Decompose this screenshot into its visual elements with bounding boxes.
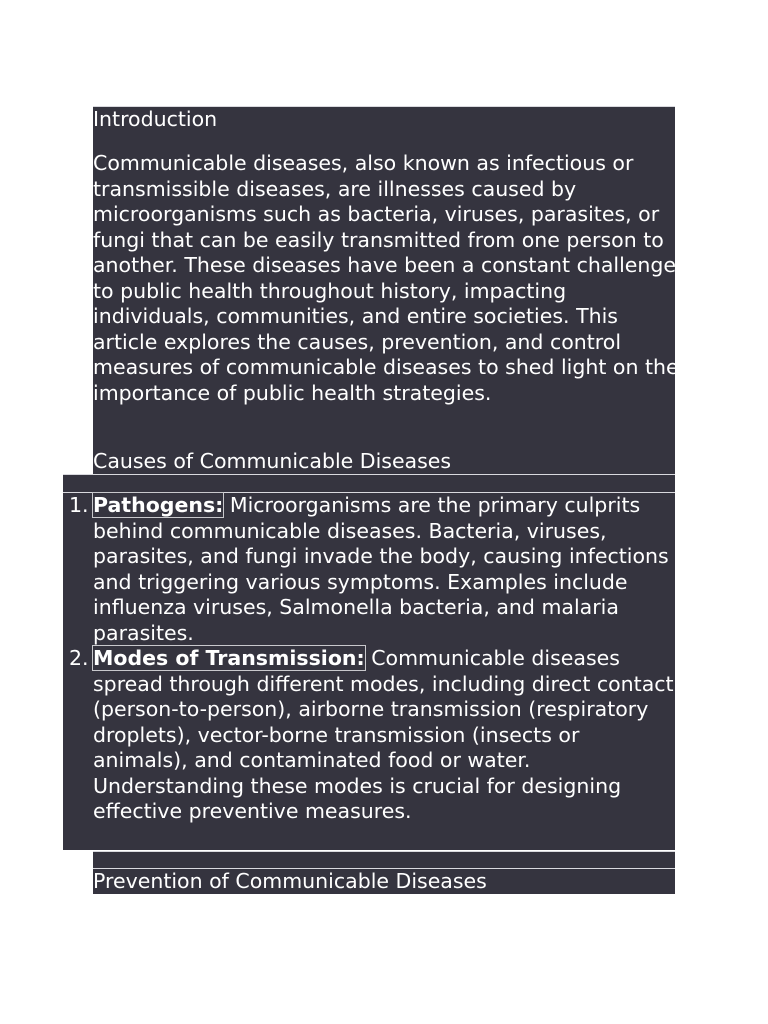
intro-paragraph: Communicable diseases, also known as infectious or transmissible diseases, are illnesses caused by microorganisms such as bacteria, viruses, parasites, or fungi that can be easily transmitted from one person to another. These diseases have been a constant challenge to public health throughout history, impacting individuals, communities, and entire societies. This article explores the causes, prevention, and control measures of communicable diseases to shed light on the importance of public health strategies. [93,151,679,405]
section-divider [93,851,675,869]
list-item-body [93,646,678,825]
causes-heading: Causes of Communicable Diseases [93,449,452,473]
list-item-number: 1. [69,493,89,517]
list-item-text: Microorganisms are the primary culprits behind communicable diseases. Bacteria, viruses, parasites, and fungi invade the body, causing infections and triggering various symptoms. Examples include influenza viruses, Salmonella bacteria, and malaria parasites. [93,493,669,645]
list-item-text: Communicable diseases spread through different modes, including direct contact (person-to-person), airborne transmission (respiratory droplets), vector-borne transmission (insects or animals), and contaminated food or water. Understanding these modes is crucial for designing effective preventive measures. [93,646,674,823]
prevention-heading: Prevention of Communicable Diseases [93,869,487,893]
causes-list-section [63,493,675,850]
list-item-term: Pathogens: [93,493,224,517]
section-divider [63,474,675,493]
list-item-number: 2. [69,646,89,670]
list-item-body [93,493,678,646]
list-item-term: Modes of Transmission: [93,646,365,670]
prevention-section [93,869,675,894]
intro-heading: Introduction [93,107,218,131]
intro-section [93,106,679,474]
